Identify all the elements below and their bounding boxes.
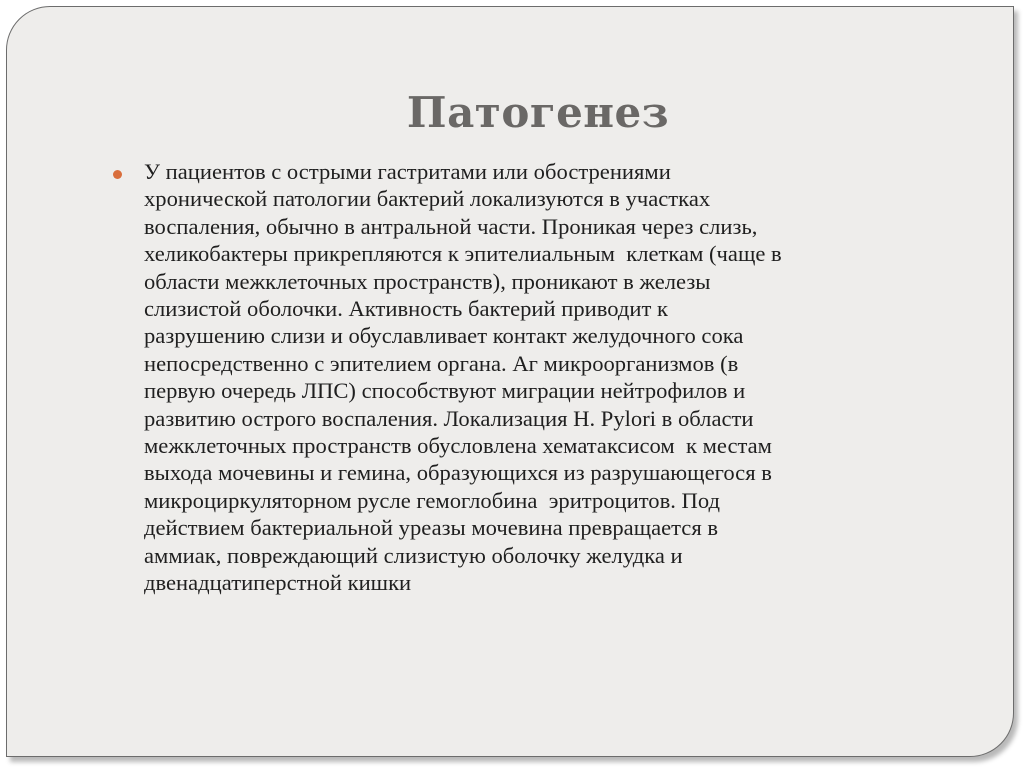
text-line: выхода мочевины и гемина, образующихся из разрушающегося в (144, 460, 772, 486)
text-line: У пациентов с острыми гастритами или обострениями (144, 159, 671, 184)
text-line: непосредственно с эпителием органа. Аг микроорганизмов (в (144, 350, 739, 376)
text-line: хронической патологии бактерий локализуются в участках (144, 186, 711, 212)
text-line: первую очередь ЛПС) способствуют миграции нейтрофилов и (144, 378, 746, 404)
bullet-item (113, 158, 965, 597)
text-line: разрушению слизи и обуславливает контакт желудочного сока (144, 323, 744, 349)
text-line: воспаления, обычно в антральной части. Проникая через слизь, (144, 213, 758, 239)
text-line: слизистой оболочки. Активность бактерий приводит к (144, 296, 668, 322)
text-line: аммиак, повреждающий слизистую оболочку желудка и (144, 542, 683, 568)
text-line: хеликобактеры прикрепляются к эпителиальным клеткам (чаще в (144, 241, 782, 267)
bullet-text (144, 158, 782, 597)
text-line: двенадцатиперстной кишки (144, 570, 412, 596)
slide-body (113, 158, 965, 597)
text-line: межклеточных пространств обусловлена хематаксисом к местам (144, 433, 772, 459)
text-line: области межклеточных пространств), проникают в железы (144, 268, 711, 294)
text-line: действием бактериальной уреазы мочевина превращается в (144, 515, 719, 541)
bullet-dot-icon (113, 170, 122, 179)
text-line: микроциркуляторном русле гемоглобина эритроцитов. Под (144, 487, 721, 513)
slide-title: Патогенез (406, 88, 670, 137)
text-line: развитию острого воспаления. Локализация H. Pylori в области (144, 405, 754, 431)
